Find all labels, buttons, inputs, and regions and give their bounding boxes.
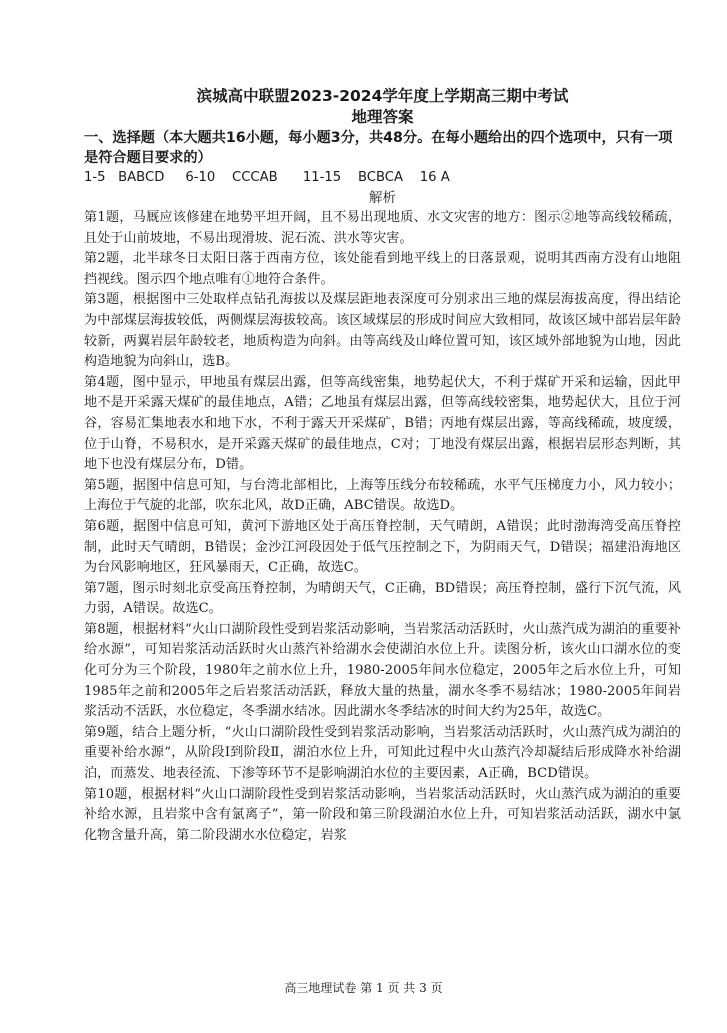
analysis-paragraph-q8: 第8题，根据材料“火山口湖阶段性受到岩浆活动影响，当岩浆活动活跃时，火山蒸汽成为湖泊的重要补给水源”，可知岩浆活动活跃时火山蒸汽补给湖水会使湖泊水位上升。读图分析，该火山口湖水位的变化可分为三个阶段，1980年之前水位上升，1980-2005年间水位稳定，2005年之后水位上升，可知1985年之前和2005年之后岩浆活动活跃，释放大量的热量，湖水冬季不易结冰；1980-2005年间岩浆活动不活跃，水位稳定，冬季湖水结冰。因此湖水冬季结冰的时间大约为25年，故选C。 <box>84 621 681 720</box>
analysis-paragraph-q1: 第1题，马厩应该修建在地势平坦开阔，且不易出现地质、水文灾害的地方：图示②地等高线较稀疏，且处于山前坡地，不易出现滑坡、泥石流、洪水等灾害。 <box>84 210 681 246</box>
analysis-paragraph-q7: 第7题，图示时刻北京受高压脊控制，为晴朗天气，C正确，BD错误；高压脊控制，盛行下沉气流，风力弱，A错误。故选C。 <box>84 580 681 617</box>
exam-title: 滨城高中联盟2023-2024学年度上学期高三期中考试 <box>196 87 569 105</box>
analysis-paragraph-q9: 第9题，结合上题分析，“火山口湖阶段性受到岩浆活动影响，当岩浆活动活跃时，火山蒸汽成为湖泊的重要补给水源”，从阶段Ⅰ到阶段Ⅱ，湖泊水位上升，可知此过程中火山蒸汽冷却凝结后形成降水补给湖泊，而蒸发、地表径流、下渗等环节不是影响湖泊水位的主要因素，A正确，BCD错误。 <box>84 724 681 782</box>
analysis-paragraph-q2: 第2题，北半球冬日太阳日落于西南方位，该处能看到地平线上的日落景观，说明其西南方没有山地阻挡视线。图示四个地点唯有①地符合条件。 <box>84 251 681 287</box>
answer-subtitle: 地理答案 <box>351 108 414 126</box>
analysis-title: 解析 <box>369 190 396 206</box>
analysis-paragraph-q4: 第4题，图中显示，甲地虽有煤层出露，但等高线密集，地势起伏大，不利于煤矿开采和运输，因此甲地不是开采露天煤矿的最佳地点，A错；乙地虽有煤层出露，但等高线较密集，地势起伏大，且位于河谷，容易汇集地表水和地下水，不利于露天开采煤矿，B错；丙地有煤层出露，等高线稀疏，坡度缓，位于山脊，不易积水，是开采露天煤矿的最佳地点，C对；丁地没有煤层出露，根据岩层形态判断，其地下也没有煤层分布，D错。 <box>84 374 681 473</box>
analysis-paragraph-q5: 第5题，据图中信息可知，与台湾北部相比，上海等压线分布较稀疏，水平气压梯度力小，风力较小；上海位于气旋的北部，吹东北风，故D正确，ABC错误。故选D。 <box>84 477 681 514</box>
page-footer: 高三地理试卷 第 1 页 共 3 页 <box>284 981 443 995</box>
analysis-paragraph-q10: 第10题，根据材料“火山口湖阶段性受到岩浆活动影响，当岩浆活动活跃时，火山蒸汽成为湖泊的重要补给水源，且岩浆中含有氯离子”，第一阶段和第三阶段湖泊水位上升，可知岩浆活动活跃，湖水中氯化物含量升高，第二阶段湖水水位稳定，岩浆 <box>84 786 681 843</box>
analysis-paragraph-q3: 第3题，根据图中三处取样点钻孔海拔以及煤层距地表深度可分别求出三地的煤层海拔高度，得出结论为中部煤层海拔较低，两侧煤层海拔较高。该区域煤层的形成时间应大致相同，故该区域中部岩层年龄较新，两翼岩层年龄较老，地质构造为向斜。由等高线及山峰位置可知，该区域外部地貌为山地，因此构造地貌为向斜山，选B。 <box>84 292 681 370</box>
analysis-paragraph-q6: 第6题，据图中信息可知，黄河下游地区处于高压脊控制，天气晴朗，A错误；此时渤海湾受高压脊控制，此时天气晴朗，B错误；金沙江河段因处于低气压控制之下，为阴雨天气，D错误；福建沿海地区为台风影响地区，狂风暴雨天，C正确，故选C。 <box>84 518 681 576</box>
answer-key: 1-5 BABCD 6-10 CCCAB 11-15 BCBCA 16 A <box>84 170 450 185</box>
section-heading-choice: 一、选择题（本大题共16小题，每小题3分，共48分。在每小题给出的四个选项中，只有一项是符合题目要求的） <box>84 130 673 166</box>
